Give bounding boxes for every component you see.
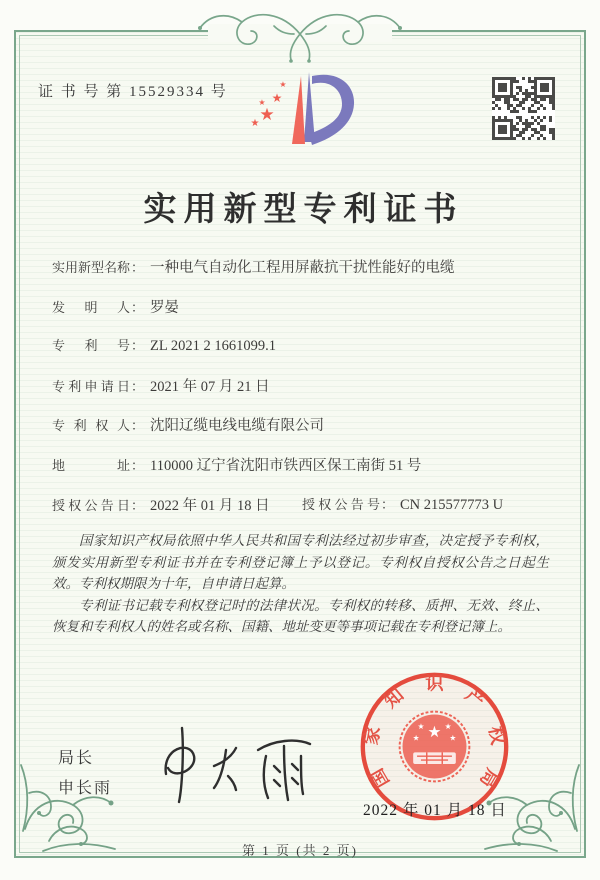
field-colon: ： [131,260,145,275]
field-row-grant-date [52,494,560,534]
field-label: 发明人 [52,299,130,315]
field-row-patent-number [52,335,560,375]
field-label: 专利号 [52,338,130,354]
legal-paragraph-1: 国家知识产权局依照中华人民共和国专利法经过初步审查，决定授予专利权，颁发实用新型专利证书并在专利登记簿上予以登记。专利权自授权公告之日起生效。专利权期限为十年，自申请日起算。 [52,533,549,591]
seal-char: 国 [366,765,394,792]
svg-text:★: ★ [427,722,442,741]
certificate-title: 实用新型专利证书 [143,192,464,228]
legal-text [52,530,549,638]
field-label: 授权公告号 [302,496,380,512]
certificate-number: 证 书 号 第 15529334 号 [38,84,228,100]
svg-text:★: ★ [449,733,457,743]
field-value: 一种电气自动化工程用屏蔽抗干扰性能好的电缆 [150,260,455,276]
svg-text:★: ★ [259,105,275,125]
field-list [52,256,560,533]
seal-char: 权 [485,724,509,747]
handwritten-signature-icon [138,722,323,810]
field-label: 地址 [52,457,130,473]
field-row-inventor [52,296,560,336]
svg-text:★: ★ [258,98,266,107]
field-value: 2022 年 01 月 18 日 [150,497,270,514]
issue-date: 2022 年 01 月 18 日 [363,802,507,819]
field-value: CN 215577773 U [400,496,504,513]
field-row-patentee [52,414,560,454]
field-colon: ： [131,418,145,434]
seal-char: 家 [360,724,384,747]
field-colon: ： [131,299,145,315]
field-value: 2021 年 07 月 21 日 [150,378,270,395]
field-colon: ： [131,378,145,394]
field-colon: ： [131,338,145,354]
signer-name: 申长雨 [58,780,113,797]
svg-text:★: ★ [250,118,260,129]
svg-text:★: ★ [444,722,452,732]
seal-char: 知 [380,684,408,712]
svg-text:★: ★ [271,91,283,105]
svg-text:★: ★ [417,722,425,732]
field-colon: ： [381,496,395,512]
field-label: 专利权人 [52,418,130,434]
field-value: 沈阳辽缆电线电缆有限公司 [150,418,325,435]
field-row-address [52,454,560,494]
field-label: 专利申请日 [52,378,130,394]
field-pair-grant-number [302,494,503,514]
seal-char: 识 [425,673,444,694]
field-row-filing-date [52,375,560,415]
top-flourish-ornament [190,4,410,64]
svg-text:★: ★ [412,733,420,743]
field-value: ZL 2021 2 1661099.1 [150,338,276,355]
seal-char: 局 [475,765,503,792]
seal-char: 产 [461,684,489,712]
signer-title: 局长 [58,750,95,767]
field-row-name [52,256,560,296]
field-label: 实用新型名称 [52,260,131,275]
page-number: 第 1 页 (共 2 页) [242,843,358,858]
field-value: 罗晏 [150,299,180,316]
cnipa-logo-icon [245,70,355,158]
svg-text:★: ★ [279,80,287,89]
qr-code-icon [492,77,555,140]
legal-paragraph-2: 专利证书记载专利权登记时的法律状况。专利权的转移、质押、无效、终止、恢复和专利权人的姓名或名称、国籍、地址变更等事项记载在专利登记簿上。 [52,597,549,634]
field-value: 110000 辽宁省沈阳市铁西区保工南街 51 号 [150,457,422,474]
field-colon: ： [131,457,145,473]
field-label: 授权公告日 [52,497,130,513]
field-colon: ： [131,497,145,513]
